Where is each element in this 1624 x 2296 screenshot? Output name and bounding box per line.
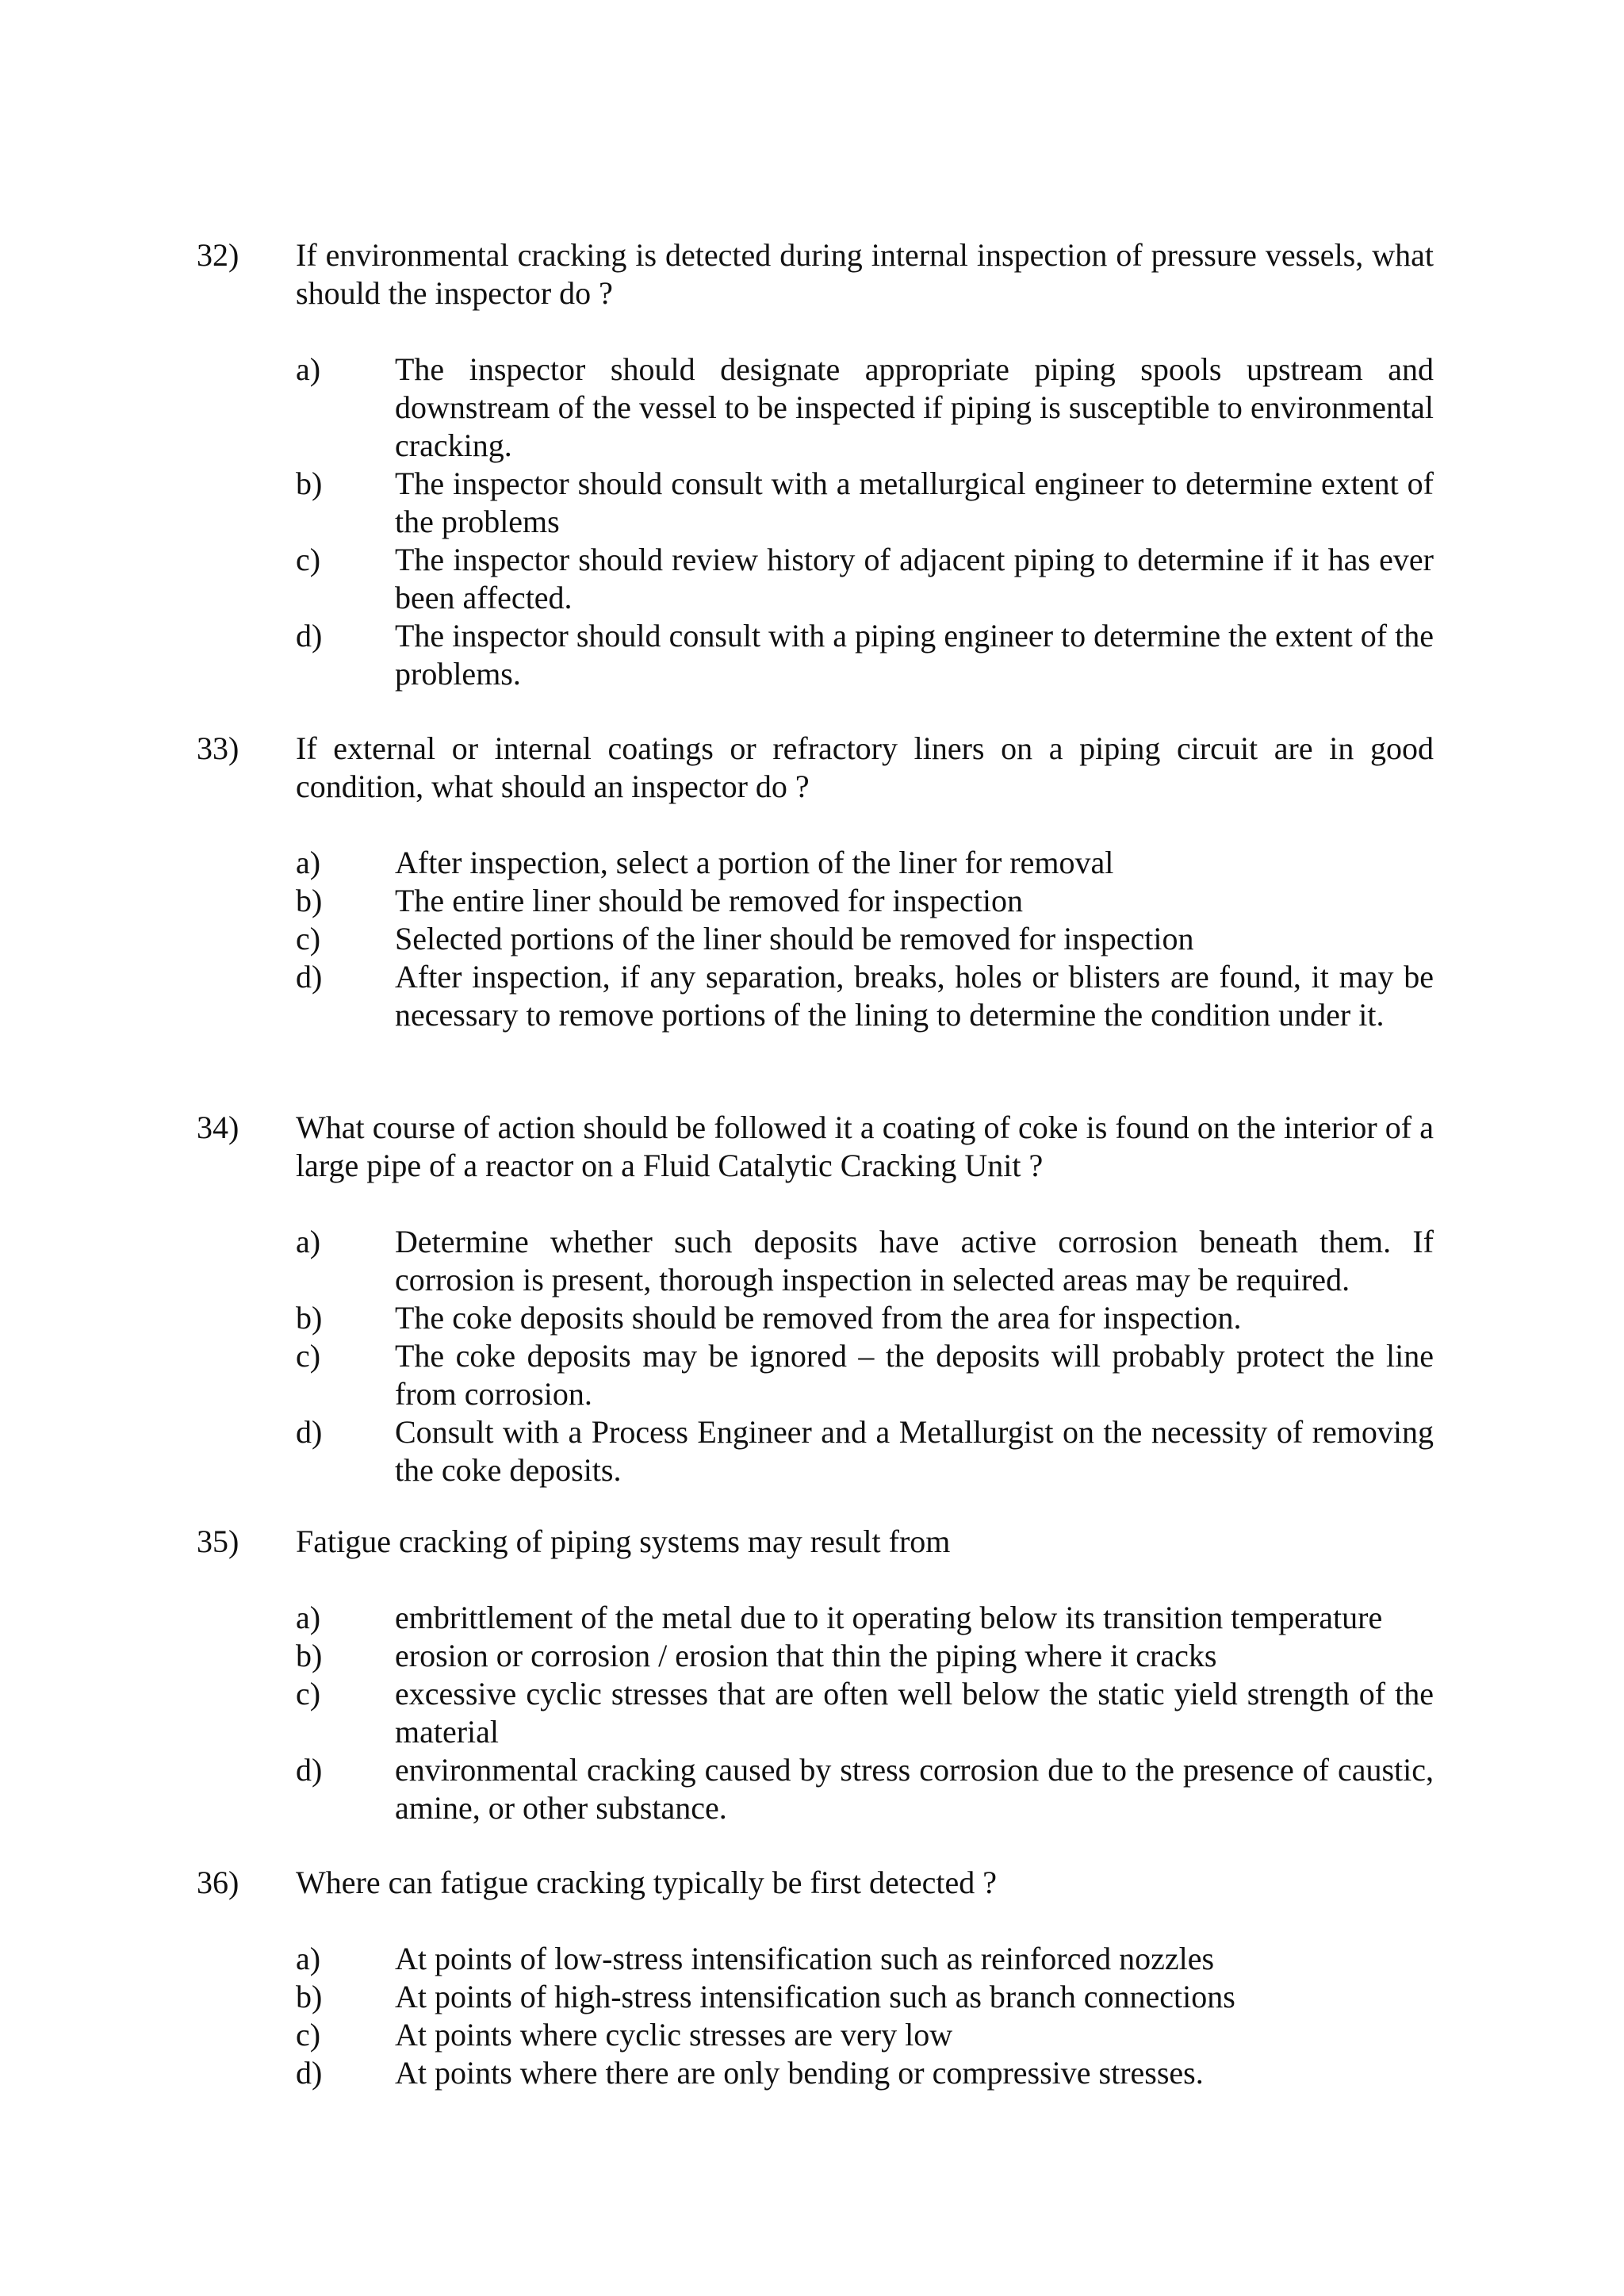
- option-label: d): [296, 2055, 323, 2091]
- option-label: c): [296, 1338, 321, 1374]
- option-list: [197, 351, 1434, 693]
- option-text: At points of high-stress intensification such as branch connections: [395, 1979, 1235, 2014]
- question-36: [197, 1864, 1434, 2092]
- option-c: [296, 920, 1434, 958]
- option-a: [296, 351, 1434, 465]
- option-d: [296, 2054, 1434, 2092]
- option-list: [197, 1940, 1434, 2092]
- option-label: b): [296, 1300, 323, 1336]
- question-text: What course of action should be followed it a coating of coke is found on the interior of a large pipe of a reactor on a Fluid Catalytic Cracking Unit ?: [296, 1110, 1434, 1183]
- option-text: Selected portions of the liner should be removed for inspection: [395, 921, 1194, 956]
- option-text: environmental cracking caused by stress corrosion due to the presence of caustic, amine, or other substance.: [395, 1752, 1434, 1826]
- option-d: [296, 958, 1434, 1034]
- option-label: c): [296, 1676, 321, 1711]
- option-c: [296, 2016, 1434, 2054]
- question-text: Fatigue cracking of piping systems may result from: [296, 1524, 951, 1559]
- option-text: The coke deposits may be ignored – the deposits will probably protect the line from corrosion.: [395, 1338, 1434, 1412]
- option-list: [197, 1223, 1434, 1489]
- option-d: [296, 1413, 1434, 1489]
- option-text: excessive cyclic stresses that are often well below the static yield strength of the material: [395, 1676, 1434, 1750]
- question-35: [197, 1523, 1434, 1827]
- question-33: [197, 730, 1434, 1034]
- option-text: The inspector should designate appropriate piping spools upstream and downstream of the vessel to be inspected if piping is susceptible to environmental cracking.: [395, 351, 1434, 463]
- option-label: a): [296, 1600, 321, 1635]
- option-label: c): [296, 921, 321, 956]
- option-b: [296, 882, 1434, 920]
- question-34: [197, 1109, 1434, 1489]
- option-label: b): [296, 466, 323, 501]
- option-text: embrittlement of the metal due to it operating below its transition temperature: [395, 1600, 1383, 1635]
- option-text: The inspector should consult with a piping engineer to determine the extent of the problems.: [395, 618, 1434, 692]
- question-number: 32): [197, 237, 239, 273]
- option-text: After inspection, select a portion of the liner for removal: [395, 845, 1114, 880]
- option-text: Consult with a Process Engineer and a Metallurgist on the necessity of removing the coke deposits.: [395, 1414, 1434, 1488]
- question-number: 33): [197, 730, 239, 766]
- option-b: [296, 1978, 1434, 2016]
- option-label: d): [296, 618, 323, 654]
- option-label: a): [296, 1224, 321, 1259]
- option-a: [296, 1599, 1434, 1637]
- option-label: a): [296, 351, 321, 387]
- option-label: a): [296, 845, 321, 880]
- option-text: At points of low-stress intensification such as reinforced nozzles: [395, 1941, 1215, 1976]
- option-text: After inspection, if any separation, breaks, holes or blisters are found, it may be necessary to remove portions of the lining to determine the condition under it.: [395, 959, 1434, 1033]
- option-label: b): [296, 1638, 323, 1673]
- option-b: [296, 465, 1434, 541]
- option-text: erosion or corrosion / erosion that thin the piping where it cracks: [395, 1638, 1217, 1673]
- option-c: [296, 1337, 1434, 1413]
- option-label: c): [296, 2017, 321, 2053]
- question-32: [197, 236, 1434, 693]
- option-label: d): [296, 1414, 323, 1450]
- question-text: If environmental cracking is detected during internal inspection of pressure vessels, what should the inspector do ?: [296, 237, 1434, 311]
- option-c: [296, 1675, 1434, 1751]
- option-text: The inspector should review history of adjacent piping to determine if it has ever been affected.: [395, 542, 1434, 615]
- option-a: [296, 844, 1434, 882]
- option-text: The entire liner should be removed for inspection: [395, 883, 1023, 918]
- question-number: 36): [197, 1865, 239, 1900]
- option-b: [296, 1637, 1434, 1675]
- option-text: The coke deposits should be removed from the area for inspection.: [395, 1300, 1242, 1336]
- option-text: At points where there are only bending or compressive stresses.: [395, 2055, 1204, 2091]
- question-text: Where can fatigue cracking typically be first detected ?: [296, 1865, 997, 1900]
- option-label: d): [296, 1752, 323, 1788]
- option-label: b): [296, 883, 323, 918]
- option-label: c): [296, 542, 321, 577]
- option-label: d): [296, 959, 323, 995]
- option-a: [296, 1223, 1434, 1299]
- question-number: 34): [197, 1110, 239, 1145]
- option-b: [296, 1299, 1434, 1337]
- option-text: At points where cyclic stresses are very low: [395, 2017, 953, 2053]
- option-d: [296, 617, 1434, 693]
- option-text: The inspector should consult with a metallurgical engineer to determine extent of the problems: [395, 466, 1434, 539]
- option-label: a): [296, 1941, 321, 1976]
- question-text: If external or internal coatings or refractory liners on a piping circuit are in good condition, what should an inspector do ?: [296, 730, 1434, 804]
- option-list: [197, 1599, 1434, 1827]
- option-a: [296, 1940, 1434, 1978]
- option-text: Determine whether such deposits have active corrosion beneath them. If corrosion is present, thorough inspection in selected areas may be required.: [395, 1224, 1434, 1297]
- question-number: 35): [197, 1524, 239, 1559]
- option-label: b): [296, 1979, 323, 2014]
- option-c: [296, 541, 1434, 617]
- option-list: [197, 844, 1434, 1034]
- option-d: [296, 1751, 1434, 1827]
